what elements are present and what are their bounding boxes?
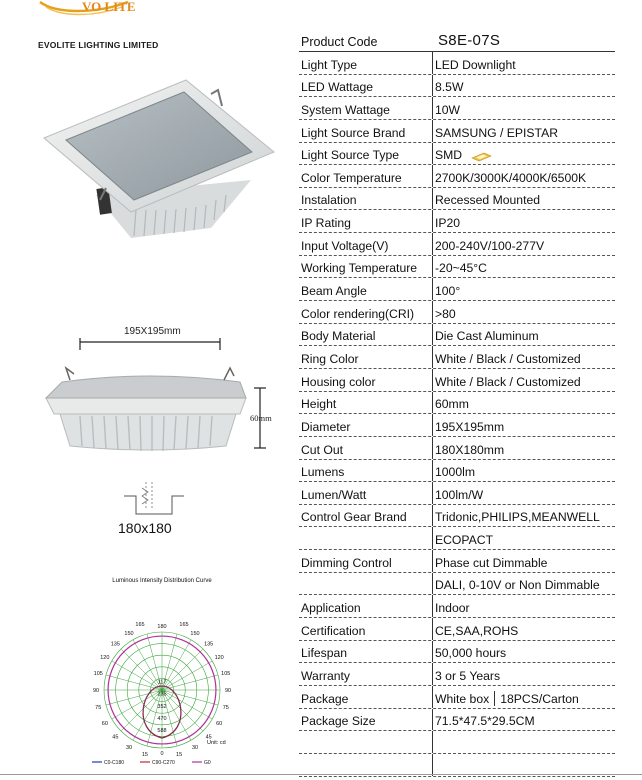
polar-spoke (112, 690, 162, 719)
polar-axis-label: 60 (101, 721, 108, 727)
spec-row (299, 527, 615, 550)
downlight-product-photo (36, 60, 286, 250)
spec-value (432, 437, 615, 459)
footer-divider (0, 774, 642, 775)
polar-spoke (162, 661, 212, 690)
spec-row (299, 210, 615, 233)
spec-value-text: Die Cast Aluminum (435, 329, 539, 344)
polar-axis-label: 352 (157, 703, 167, 710)
spec-value-text: 71.5*47.5*29.5CM (435, 714, 535, 729)
legend-label: C90-C270 (152, 760, 175, 766)
polar-spoke (121, 690, 162, 731)
spec-value (432, 346, 615, 368)
polar-axis-label: 0 (160, 751, 164, 757)
polar-spoke (162, 690, 218, 705)
spec-label: Lifespan (301, 646, 348, 661)
spec-value-text: >80 (435, 306, 456, 321)
spec-row (299, 301, 615, 324)
spec-row-product-code (299, 30, 615, 52)
package-divider (494, 691, 495, 706)
spec-label: Ring Color (301, 351, 359, 366)
spec-value-text: 10W (435, 102, 461, 117)
spec-value-text: 1000lm (435, 465, 475, 480)
spec-value (432, 686, 615, 708)
spec-value (432, 75, 615, 97)
polar-axis-label: 30 (191, 745, 199, 752)
spec-label: Beam Angle (301, 284, 367, 299)
spec-value-text: 195X195mm (435, 419, 505, 434)
spec-label: System Wattage (301, 102, 390, 117)
spec-value (432, 414, 615, 436)
spec-label: Warranty (301, 668, 350, 683)
cutout-size-label: 180x180 (118, 520, 172, 536)
spec-value-text: White / Black / Customized (435, 374, 581, 389)
product-code-value: S8E-07S (438, 32, 501, 49)
spec-value-text: DALI, 0-10V or Non Dimmable (435, 578, 600, 593)
spec-row (299, 392, 615, 415)
polar-spoke (162, 690, 212, 719)
spec-row (299, 663, 615, 686)
polar-axis-label: 15 (141, 751, 148, 758)
spec-value-text: 60mm (435, 397, 469, 412)
spec-value (432, 754, 615, 776)
spec-value-text: Tridonic,PHILIPS,MEANWELL (435, 510, 600, 525)
spec-value-text: 100° (435, 284, 461, 299)
spec-row (299, 573, 615, 596)
spec-value-text: LED Downlight (435, 57, 516, 72)
spec-value-secondary: 18PCS/Carton (500, 691, 579, 706)
spec-label: Light Source Type (301, 148, 400, 163)
spec-value (432, 460, 615, 482)
spec-row (299, 709, 615, 732)
spec-value (432, 165, 615, 187)
spec-value-text: SMD (435, 148, 463, 163)
polar-axis-label: 135 (110, 641, 120, 648)
spec-row (299, 618, 615, 641)
spec-label: Certification (301, 623, 366, 638)
spec-label: Lumen/Watt (301, 487, 367, 502)
spec-value (432, 641, 615, 663)
spec-value (432, 143, 615, 165)
spec-value (432, 278, 615, 300)
polar-axis-label: 165 (179, 622, 189, 628)
polar-axis-label: 15 (176, 751, 183, 758)
polar-spoke (106, 675, 162, 690)
spec-label: LED Wattage (301, 80, 374, 95)
polar-axis-label: 235 (157, 691, 167, 698)
spec-label: Application (301, 601, 361, 616)
spec-row (299, 143, 615, 166)
spec-value-text: 180X180mm (435, 442, 505, 457)
spec-value (432, 301, 615, 323)
spec-label: Instalation (301, 193, 357, 208)
spec-value-text: 8.5W (435, 80, 464, 95)
spec-value-text: SAMSUNG / EPISTAR (435, 125, 559, 140)
polar-axis-label: 180 (157, 624, 167, 630)
polar-unit: Unit: cd (207, 740, 226, 746)
spec-label: Lumens (301, 465, 345, 480)
spec-label: IP Rating (301, 216, 351, 231)
evolite-logo (36, 0, 146, 34)
spec-value-text: White box (435, 691, 490, 706)
spec-value (432, 324, 615, 346)
spec-value (432, 52, 615, 74)
spec-value-text: -20~45°C (435, 261, 487, 276)
polar-axis-label: 60 (216, 721, 223, 727)
polar-axis-label: 75 (222, 705, 229, 712)
polar-axis-label: 120 (214, 655, 224, 661)
spec-label (299, 751, 432, 753)
spec-label (299, 592, 432, 594)
spec-value (432, 595, 615, 617)
polar-axis-label: 150 (124, 630, 134, 637)
polar-axis-label: 90 (92, 688, 100, 694)
spec-value-text: White / Black / Customized (435, 351, 581, 366)
polar-axis-label: 45 (112, 734, 119, 741)
spec-value (432, 527, 615, 549)
spec-row (299, 505, 615, 528)
spec-row (299, 460, 615, 483)
spec-value (432, 731, 615, 753)
spec-row (299, 369, 615, 392)
polar-axis-label: 45 (205, 734, 212, 741)
spec-value (432, 256, 615, 278)
spec-row (299, 346, 615, 369)
spec-value (432, 573, 615, 595)
spec-row (299, 52, 615, 75)
company-name: EVOLITE LIGHTING LIMITED (38, 40, 159, 50)
spec-value-text: ECOPACT (435, 533, 494, 548)
spec-value (432, 663, 615, 685)
spec-label: Color rendering(CRI) (301, 306, 415, 321)
spec-label: Diameter (301, 419, 351, 434)
spec-value-text: 50,000 hours (435, 646, 507, 661)
spec-row (299, 97, 615, 120)
polar-legend (92, 760, 211, 766)
polar-spoke (162, 690, 203, 731)
spec-value (432, 482, 615, 504)
polar-axis-label: 75 (95, 705, 102, 712)
polar-axis-label: 105 (93, 670, 103, 677)
spec-label: Light Source Brand (301, 125, 406, 140)
dimension-width-label: 195X195mm (124, 326, 181, 337)
spec-label (299, 547, 432, 549)
polar-axis-label: 117 (157, 679, 167, 686)
spec-value-text: CE,SAA,ROHS (435, 623, 519, 638)
spec-row (299, 414, 615, 437)
polar-axis-label: 30 (125, 745, 133, 752)
polar-axis-label: 90 (224, 688, 232, 694)
spec-value (432, 210, 615, 232)
dimension-height-label: 60mm (250, 413, 272, 423)
side-dimension-drawing (40, 318, 290, 463)
spec-label: Product Code (301, 35, 378, 49)
polar-spoke (162, 649, 203, 690)
spec-value (432, 392, 615, 414)
spec-row (299, 233, 615, 256)
spec-value (432, 97, 615, 119)
spec-value (432, 369, 615, 391)
polar-spoke (106, 690, 162, 705)
spec-label: Cut Out (301, 442, 343, 457)
polar-spoke (162, 675, 218, 690)
spec-value (432, 505, 615, 527)
spec-value (432, 618, 615, 640)
spec-label: Working Temperature (301, 261, 418, 276)
spec-value (432, 550, 615, 572)
spec-value (432, 188, 615, 210)
polar-axis-label: 165 (135, 622, 145, 628)
smd-chip-icon (470, 152, 492, 162)
spec-value (432, 709, 615, 731)
polar-title: Luminous Intensity Distribution Curve (112, 578, 212, 584)
spec-label: Color Temperature (301, 170, 402, 185)
spec-value-text: 100lm/W (435, 487, 484, 502)
spec-row (299, 324, 615, 347)
spec-row (299, 437, 615, 460)
spec-value-text: 3 or 5 Years (435, 668, 501, 683)
spec-label: Control Gear Brand (301, 510, 407, 525)
spec-label: Height (301, 397, 337, 412)
spec-row (299, 595, 615, 618)
spec-value-text: IP20 (435, 216, 461, 231)
spec-row (299, 75, 615, 98)
polar-axis-label: 470 (157, 715, 167, 722)
spec-value-text: Indoor (435, 601, 470, 616)
spec-row (299, 641, 615, 664)
polar-axis-label: 135 (204, 641, 214, 648)
spec-label: Housing color (301, 374, 376, 389)
spec-row (299, 731, 615, 754)
spec-row (299, 256, 615, 279)
legend-label: G0 (204, 760, 211, 766)
polar-axis-label: 588 (157, 728, 167, 734)
spec-label: Package (301, 691, 349, 706)
spec-row (299, 686, 615, 709)
luminous-intensity-chart (82, 572, 242, 777)
spec-row (299, 165, 615, 188)
spec-row (299, 550, 615, 573)
polar-axis-label: 150 (190, 630, 200, 637)
polar-axis-label: 105 (221, 670, 231, 677)
logo-wordmark: VO LITE (82, 0, 136, 14)
legend-label: C0-C180 (104, 760, 125, 766)
spec-value (432, 233, 615, 255)
spec-label: Package Size (301, 714, 376, 729)
spec-label: Body Material (301, 329, 376, 344)
spec-value-text: 2700K/3000K/4000K/6500K (435, 170, 587, 185)
spec-label: Dimming Control (301, 555, 392, 570)
polar-axis-label: 120 (100, 655, 110, 661)
spec-value (432, 120, 615, 142)
spec-row (299, 482, 615, 505)
spec-value-text: Recessed Mounted (435, 193, 541, 208)
spec-label: Input Voltage(V) (301, 238, 389, 253)
polar-spoke (112, 661, 162, 690)
spec-label: Light Type (301, 57, 358, 72)
spec-value-text: 200-240V/100-277V (435, 238, 545, 253)
spec-row (299, 188, 615, 211)
spec-row (299, 278, 615, 301)
spec-row (299, 120, 615, 143)
spec-value-text: Phase cut Dimmable (435, 555, 548, 570)
spec-table (299, 30, 615, 777)
polar-spoke (121, 649, 162, 690)
